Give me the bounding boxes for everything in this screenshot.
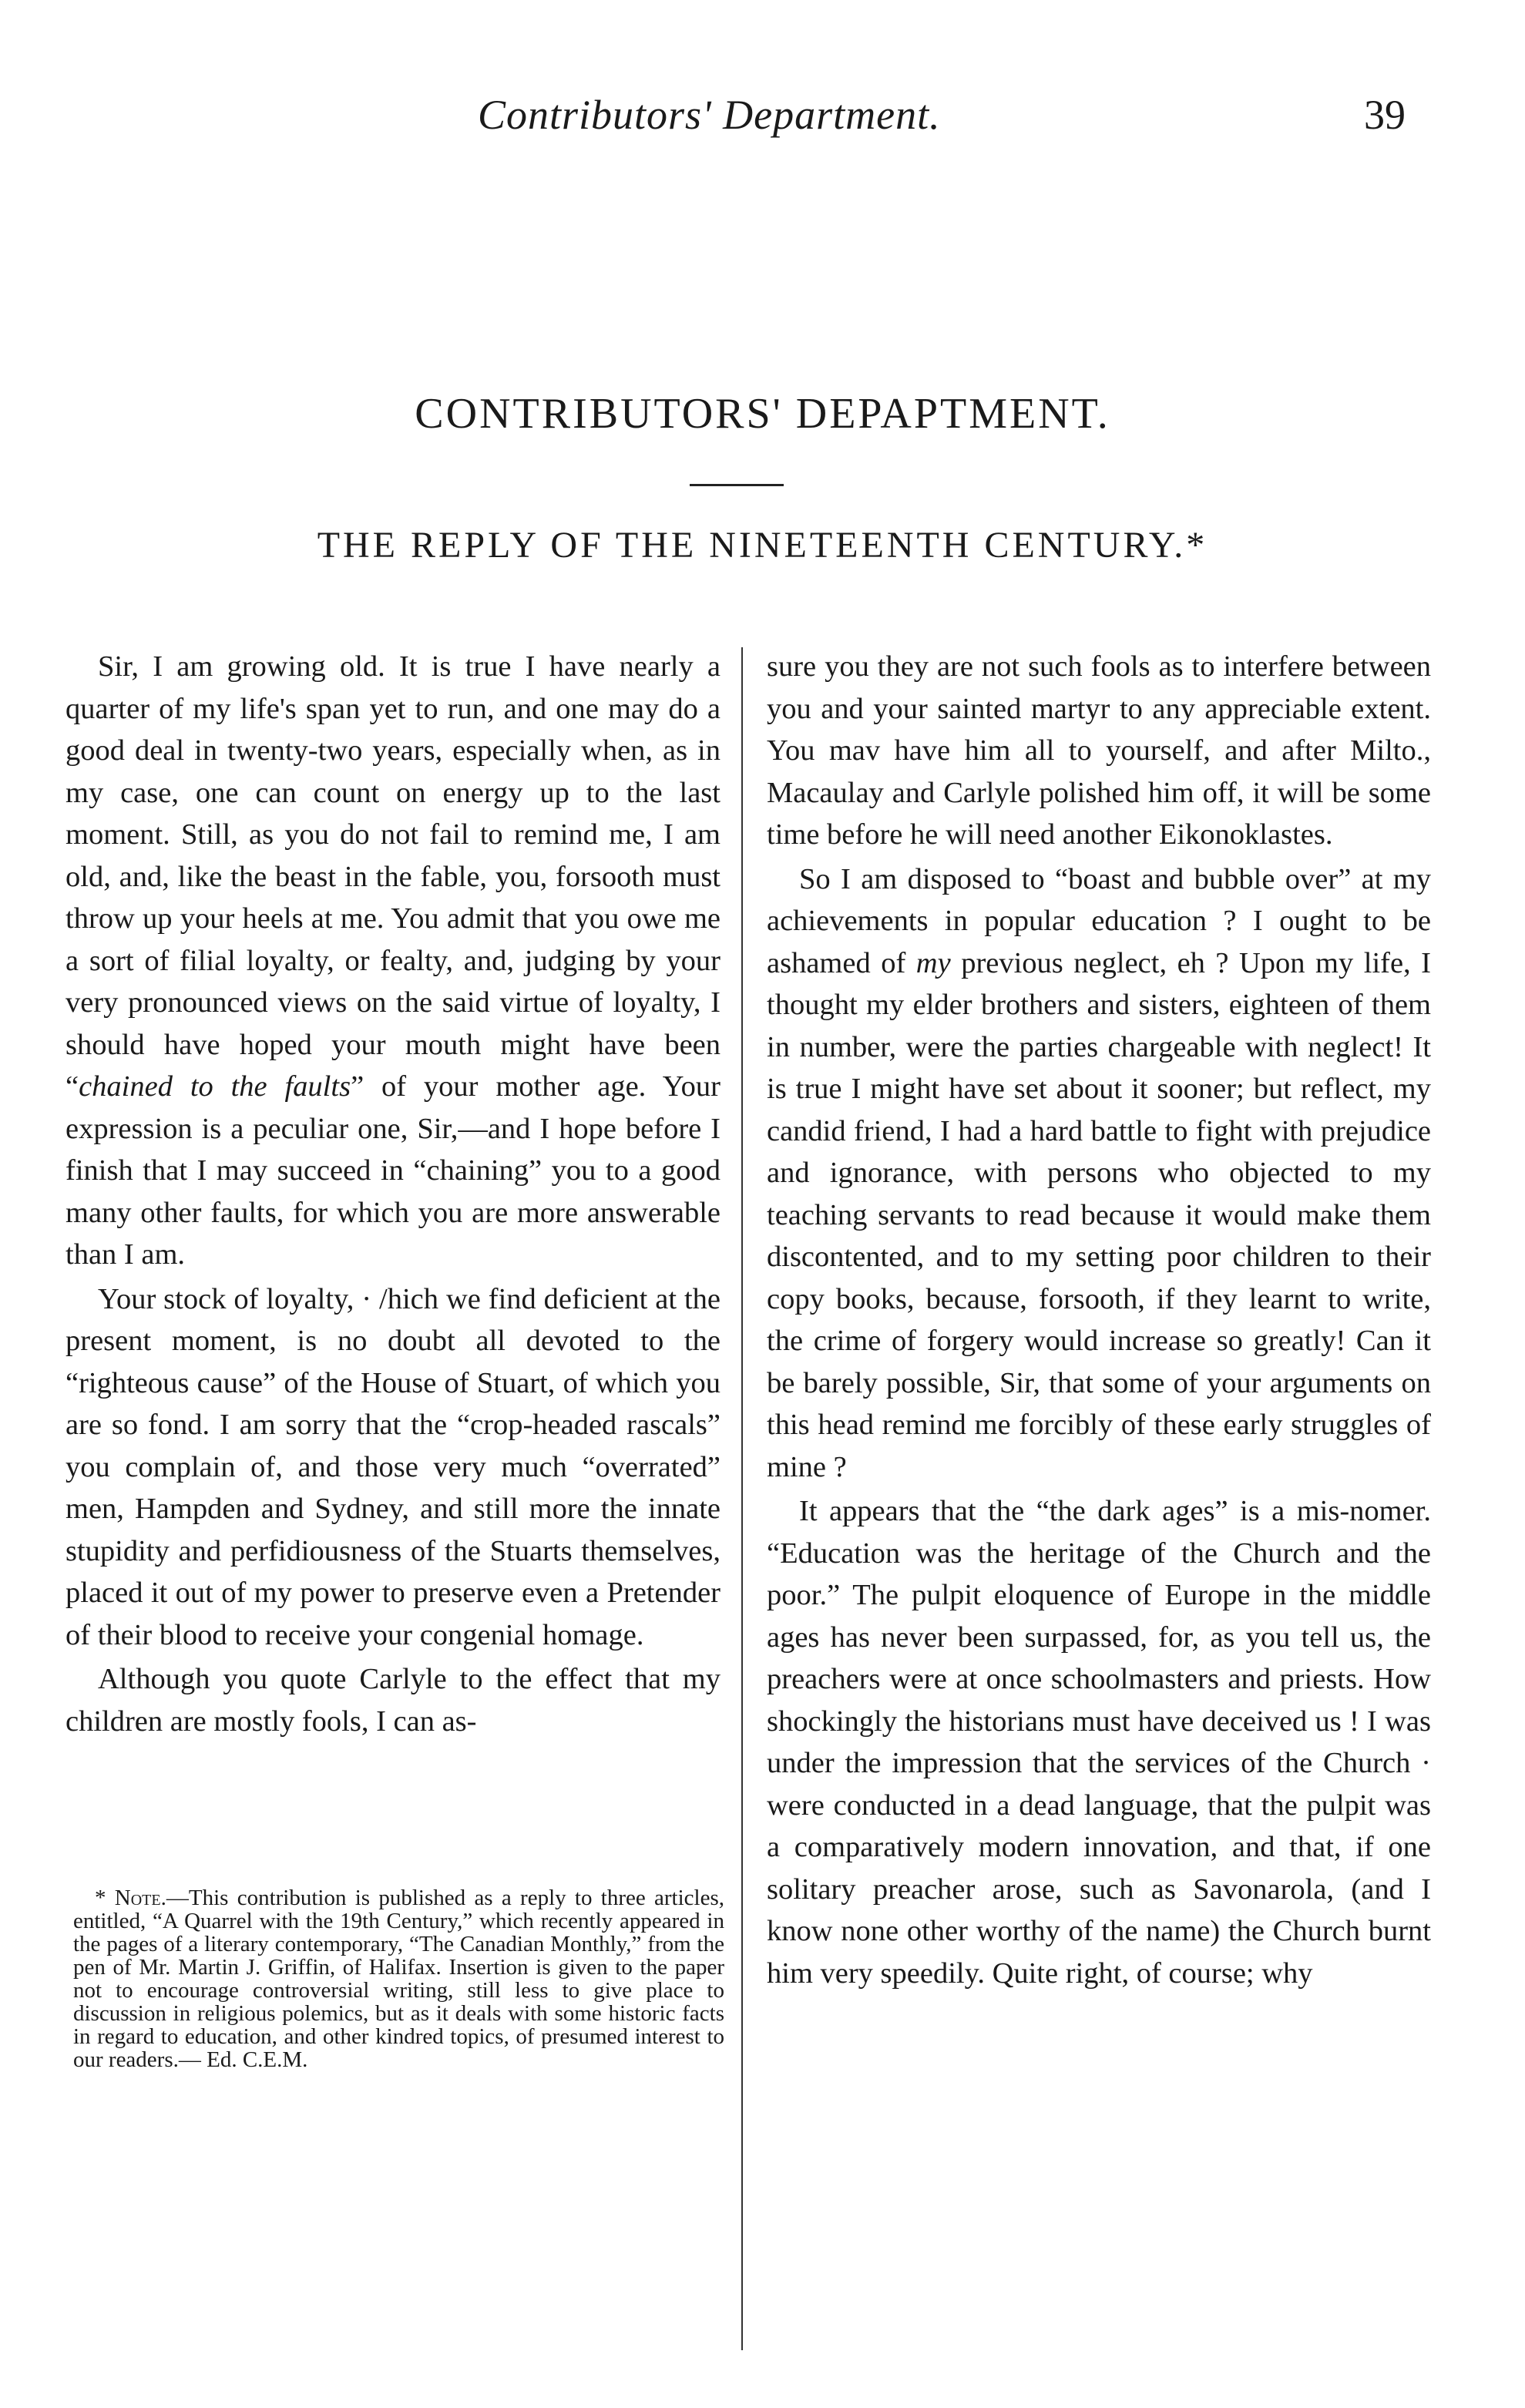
text-segment: Your stock of loyalty, · /hich we find deficient at the present moment, is no doubt all devoted to the “righteous cause” of the House of Stuart, of which you are so fond. I am sorry that the “crop-headed rascals” you complain of, and those very much “overrated” men, Hampden and Sydney, and still more the innate stupidity and perfidiousness of the Stuarts themselves, placed it out of my power to preserve even a Pretender of their blood to receive your congenial homage. [66, 1282, 721, 1651]
footnote-label: * Note. [95, 1886, 166, 1910]
article-title: THE REPLY OF THE NINETEENTH CENTURY.* [317, 525, 1208, 566]
footnote-text: —This contribution is published as a reply to three articles, entitled, “A Quarrel with the 19th Century,” which recently appeared in the pages of a literary contemporary, “The Canadian Monthly,” from the pen of Mr. Martin J. Griffin, of Halifax. Insertion is given to the paper not to encourage controversial writing, still less to give place to discussion in religious polemics, but as it deals with some historic facts in regard to education, and other kindred topics, of presumed interest to our readers.— Ed. C.E.M. [73, 1886, 724, 2072]
paragraph [66, 646, 721, 1276]
running-head [0, 91, 1525, 153]
paragraph [767, 1490, 1431, 1994]
column-divider [741, 647, 743, 2350]
department-title: CONTRIBUTORS' DEPAPTMENT. [415, 390, 1110, 438]
footnote-paragraph [73, 1886, 724, 2071]
paragraph [767, 858, 1431, 1489]
right-column [767, 646, 1431, 1997]
text-segment: sure you they are not such fools as to interfere between you and your sainted martyr to any appreciable extent. You mav have him all to yourself, and after Milto., Macaulay and Carlyle polished him off, it will be some time before he will need another Eikonoklastes. [767, 650, 1431, 851]
italic-phrase: my [915, 946, 951, 979]
text-segment: Sir, I am growing old. It is true I have nearly a quarter of my life's span yet to run, and one may do a good deal in twenty-two years, especially when, as in my case, one can count on energy up to the last moment. Still, as you do not fail to remind me, I am old, and, like the beast in the fable, you, forsooth must throw up your heels at me. You admit that you owe me a sort of filial loyalty, or fealty, and, judging by your very pronounced views on the said virtue of loyalty, I should have hoped your mouth might have been “ [66, 650, 721, 1103]
text-segment: It appears that the “the dark ages” is a mis-nomer. “Education was the heritage of the Church and the poor.” The pulpit eloquence of Europe in the middle ages has never been surpassed, for, as you tell us, the preachers were at once schoolmasters and priests. How shockingly the historians must have deceived us ! I was under the impression that the services of the Church · were conducted in a dead language, that the pulpit was a comparatively modern innovation, and that, if one solitary preacher arose, such as Savonarola, (and I know none other worthy of the name) the Church burnt him very speedily. Quite right, of course; why [767, 1495, 1431, 1990]
paragraph [66, 1278, 721, 1657]
paragraph-continued [767, 646, 1431, 856]
title-divider [690, 484, 784, 486]
footnote [73, 1886, 724, 2071]
left-column [66, 646, 721, 1745]
text-segment: So I am disposed to “boast and bubble over” at my achievements in popular education ? I ought to be ashamed of [767, 862, 1431, 979]
paragraph [66, 1658, 721, 1742]
running-title: Contributors' Department. [478, 92, 941, 138]
text-segment: previous neglect, eh ? Upon my life, I thought my elder brothers and sisters, eighteen of them in number, were the parties chargeable with neglect! It is true I might have set about it sooner; but reflect, my candid friend, I had a hard battle to fight with prejudice and ignorance, with persons who objected to my teaching servants to read because it would make them discontented, and to my setting poor children to their copy books, because, forsooth, if they learnt to write, the crime of forgery would increase so greatly! Can it be barely possible, Sir, that some of your arguments on this head remind me forcibly of these early struggles of mine ? [767, 946, 1432, 1483]
page-number: 39 [1364, 92, 1406, 138]
text-segment: Although you quote Carlyle to the effect that my children are mostly fools, I can as- [66, 1663, 721, 1738]
italic-phrase: chained to the faults [79, 1070, 351, 1103]
text-segment: ” of your mother age. Your expression is a peculiar one, Sir,—and I hope before I finish that I may succeed in “chaining” you to a good many other faults, for which you are more answerable than I am. [66, 1070, 721, 1271]
